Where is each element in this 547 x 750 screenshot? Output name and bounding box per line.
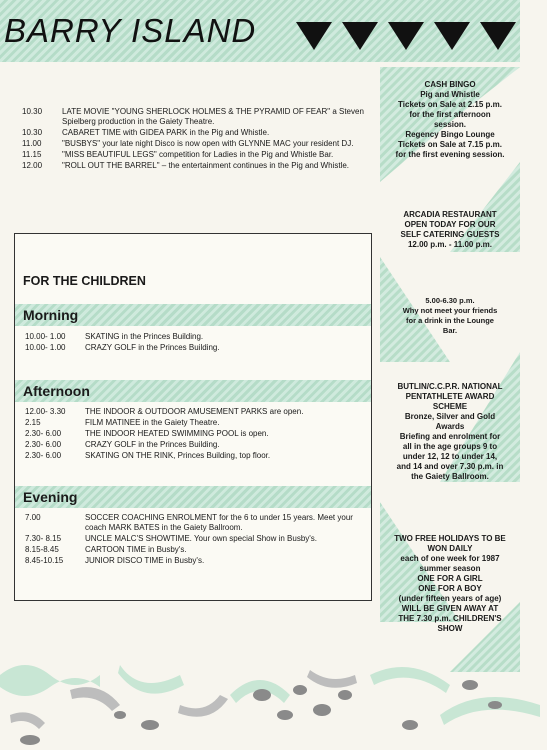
schedule-text: "ROLL OUT THE BARREL" – the entertainment continues in the Pig and Whistle. — [62, 161, 350, 170]
schedule-row — [22, 128, 382, 138]
lounge-bar-notice: 5.00-6.30 p.m. Why not meet your friends for a drink in the Lounge Bar. — [402, 296, 498, 335]
arcadia-restaurant-notice: ARCADIA RESTAURANT OPEN TODAY FOR OUR SELF CATERING GUESTS 12.00 p.m. - 11.00 p.m. — [400, 210, 500, 249]
schedule-time: 2.15 — [25, 418, 41, 427]
cash-bingo-notice: CASH BINGO Pig and Whistle Tickets on Sale at 2.15 p.m. for the first afternoon session. Regency Bingo Lounge Tickets on Sale at 7.15 p.m. for the first evening session. — [395, 80, 505, 159]
schedule-time: 12.00- 3.30 — [25, 407, 66, 416]
schedule-time: 7.30- 8.15 — [25, 534, 62, 543]
schedule-row — [25, 534, 365, 544]
evening-list — [25, 513, 365, 567]
schedule-text: LATE MOVIE "YOUNG SHERLOCK HOLMES & THE PYRAMID OF FEAR" a Steven Spielberg production in the Gaiety Theatre. — [62, 107, 364, 126]
triangle-decoration — [296, 22, 516, 52]
schedule-row — [25, 440, 365, 450]
free-holidays-notice: TWO FREE HOLIDAYS TO BE WON DAILY each of one week for 1987 summer season ONE FOR A GIRL ONE FOR A BOY (under fifteen years of age) WILL BE GIVEN AWAY AT THE 7.30 p.m. CHILDREN'S SHOW — [394, 534, 506, 633]
pentathlete-award-notice: BUTLIN/C.C.P.R. NATIONAL PENTATHLETE AWARD SCHEME Bronze, Silver and Gold Awards Briefing and enrolment for all in the age groups 9 to under 12, 12 to under 14, and 14 and over 7.30 p.m. in the Gaiety Ballroom. — [396, 382, 504, 481]
schedule-row — [25, 429, 365, 439]
schedule-time: 10.00- 1.00 — [25, 343, 66, 352]
schedule-text: CRAZY GOLF in the Princes Building. — [85, 440, 220, 449]
schedule-text: CABARET TIME with GIDEA PARK in the Pig and Whistle. — [62, 128, 270, 137]
schedule-time: 12.00 — [22, 161, 43, 170]
schedule-time: 10.30 — [22, 128, 43, 137]
evening-heading: Evening — [23, 489, 78, 505]
children-section — [14, 233, 372, 601]
schedule-text: CRAZY GOLF in the Princes Building. — [85, 343, 220, 352]
page-title: BARRY ISLAND — [4, 12, 257, 49]
schedule-time: 10.00- 1.00 — [25, 332, 66, 341]
schedule-text: "BUSBYS" your late night Disco is now open with GLYNNE MAC your resident DJ. — [62, 139, 354, 148]
schedule-text: SKATING in the Princes Building. — [85, 332, 204, 341]
schedule-time: 10.30 — [22, 107, 43, 116]
schedule-text: FILM MATINEE in the Gaiety Theatre. — [85, 418, 220, 427]
schedule-time: 2.30- 6.00 — [25, 451, 62, 460]
schedule-row — [25, 513, 365, 533]
schedule-time: 11.15 — [22, 150, 42, 159]
schedule-row — [22, 139, 382, 149]
evening-schedule — [22, 107, 382, 172]
schedule-row — [25, 332, 365, 342]
schedule-time: 7.00 — [25, 513, 41, 522]
schedule-time: 8.15-8.45 — [25, 545, 59, 554]
morning-band — [15, 304, 371, 326]
schedule-text: SKATING ON THE RINK, Princes Building, top floor. — [85, 451, 271, 460]
schedule-text: THE INDOOR & OUTDOOR AMUSEMENT PARKS are open. — [85, 407, 304, 416]
afternoon-list — [25, 407, 365, 462]
schedule-row — [25, 451, 365, 461]
children-title: FOR THE CHILDREN — [23, 274, 146, 288]
schedule-row — [22, 161, 382, 171]
morning-heading: Morning — [23, 307, 79, 323]
schedule-time: 2.30- 6.00 — [25, 440, 62, 449]
schedule-row — [22, 150, 382, 160]
schedule-row — [25, 407, 365, 417]
afternoon-heading: Afternoon — [23, 383, 90, 399]
schedule-row — [25, 545, 365, 555]
schedule-text: "MISS BEAUTIFUL LEGS" competition for Ladies in the Pig and Whistle Bar. — [62, 150, 334, 159]
schedule-row — [25, 418, 365, 428]
evening-band — [15, 486, 371, 508]
schedule-row — [22, 107, 382, 127]
schedule-text: JUNIOR DISCO TIME in Busby's. — [85, 556, 205, 565]
schedule-row — [25, 556, 365, 566]
schedule-time: 2.30- 6.00 — [25, 429, 62, 438]
schedule-text: CARTOON TIME in Busby's. — [85, 545, 187, 554]
schedule-row — [25, 343, 365, 353]
afternoon-band — [15, 380, 371, 402]
schedule-time: 11.00 — [22, 139, 42, 148]
schedule-text: UNCLE MALC'S SHOWTIME. Your own special Show in Busby's. — [85, 534, 318, 543]
morning-list — [25, 332, 365, 354]
squiggle-decoration — [0, 655, 547, 750]
sidebar — [380, 62, 520, 672]
schedule-text: SOCCER COACHING ENROLMENT for the 6 to under 15 years. Meet your coach MARK BATES in the Gaiety Ballroom. — [85, 513, 353, 532]
schedule-time: 8.45-10.15 — [25, 556, 64, 565]
schedule-text: THE INDOOR HEATED SWIMMING POOL is open. — [85, 429, 269, 438]
